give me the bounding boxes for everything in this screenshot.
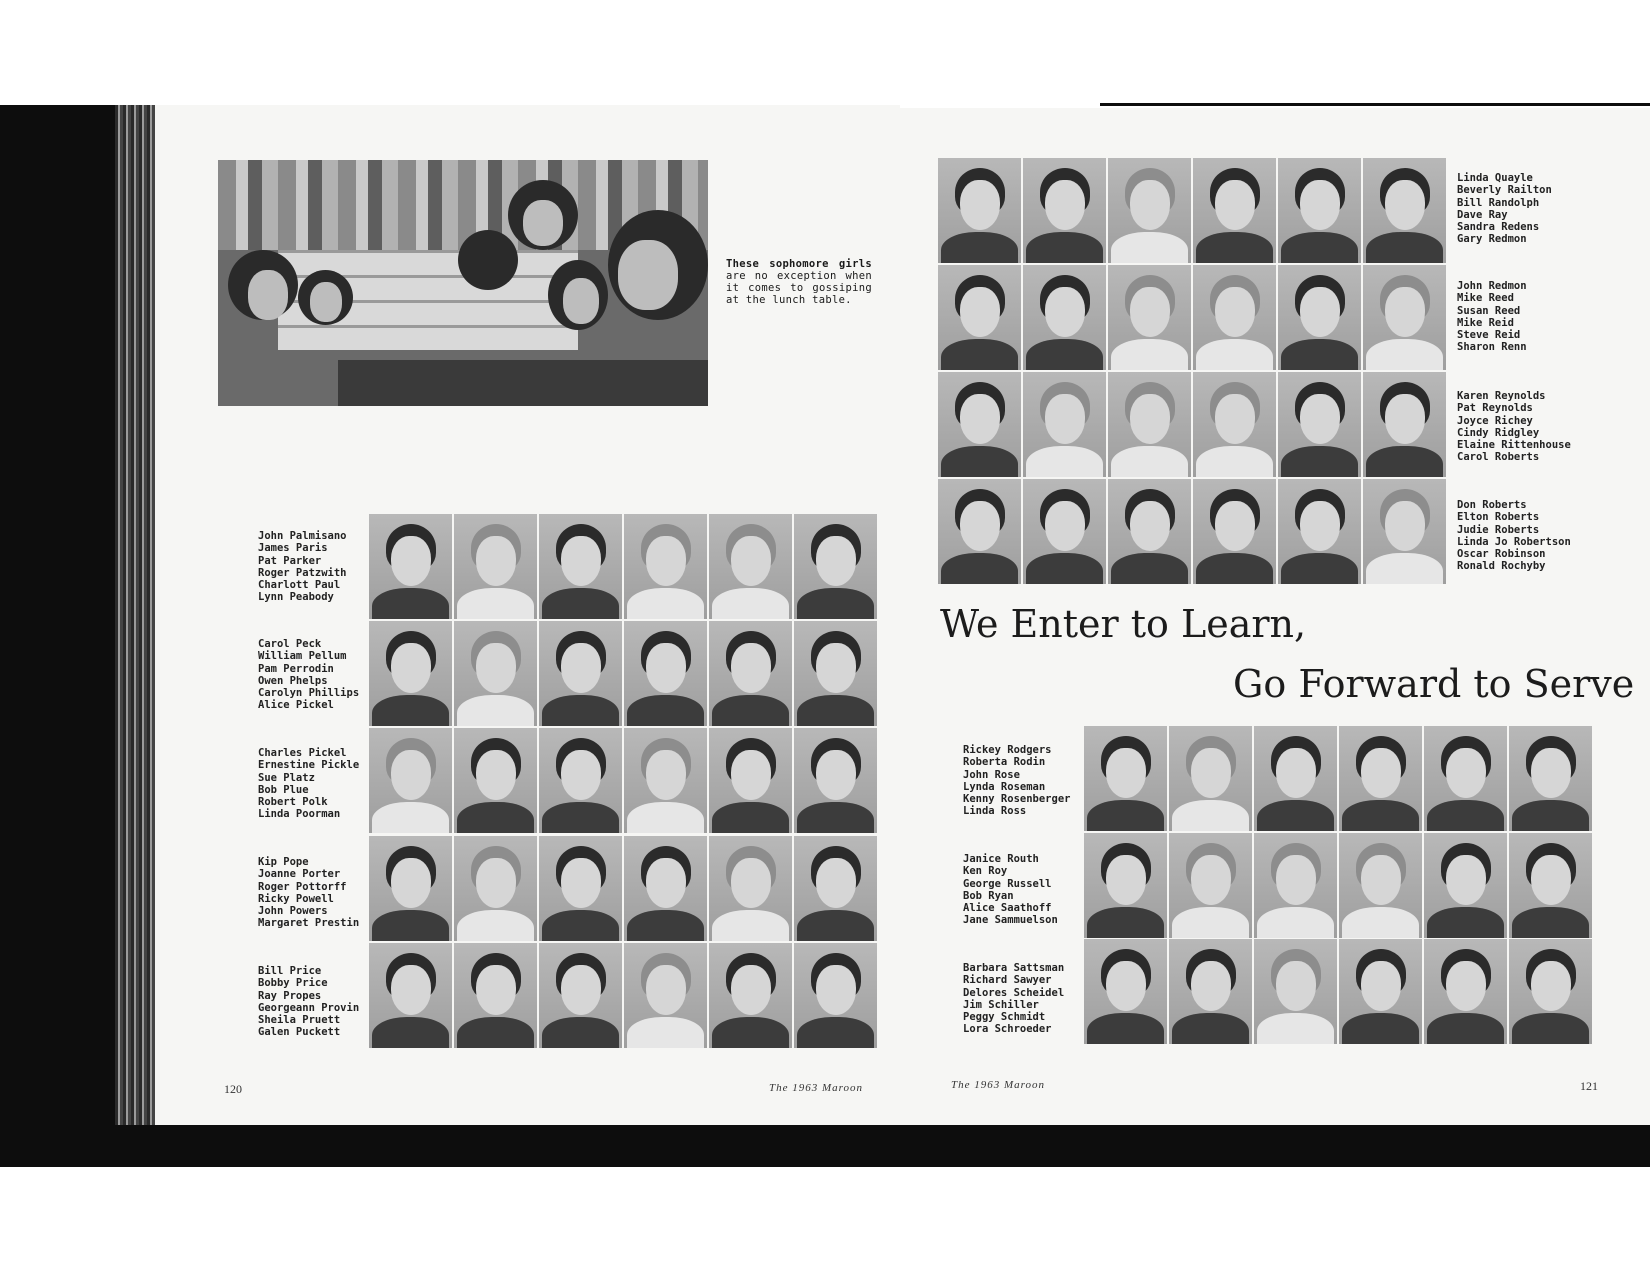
student-name: Sandra Redens [1457,221,1540,234]
student-portrait [539,728,622,833]
student-portrait [1023,265,1106,370]
student-name: Sharon Renn [1457,341,1527,354]
student-portrait [1254,939,1337,1044]
student-name: Ronald Rochyby [1457,560,1546,573]
student-name: Sue Platz [258,771,315,784]
student-name: Sheila Pruett [258,1014,341,1027]
student-name: Susan Reed [1457,304,1521,317]
student-portrait [454,836,537,941]
student-name: Jim Schiller [963,998,1039,1011]
photo-caption [726,258,872,306]
student-name: Bob Ryan [963,889,1014,902]
student-portrait [1424,939,1507,1044]
student-name: Georgeann Provin [258,1001,360,1014]
student-name: Elaine Rittenhouse [1457,439,1571,452]
student-portrait [624,514,707,619]
student-portrait [369,728,452,833]
student-name: John Rose [963,768,1020,781]
page-number-right: 121 [1580,1079,1598,1093]
scanner-left-edge [0,105,115,1167]
portrait-row-right-6 [1084,833,1592,938]
student-name: Lynda Roseman [963,780,1046,793]
student-name: Linda Ross [963,805,1027,818]
portrait-row-right-3 [938,372,1446,477]
student-portrait [709,514,792,619]
student-portrait [1023,479,1106,584]
caption-lead: These sophomore girls [726,258,872,270]
student-portrait [1084,833,1167,938]
name-list-left-5 [258,965,359,1039]
student-portrait [369,836,452,941]
portrait-row-right-2 [938,265,1446,370]
name-list-left-1 [258,530,347,604]
student-name: William Pellum [258,650,347,663]
student-name: Mike Reid [1457,316,1514,329]
student-name: Ray Propes [258,989,322,1002]
student-name: Delores Scheidel [963,986,1065,999]
student-name: Joanne Porter [258,868,341,881]
student-name: Pat Parker [258,554,322,567]
student-name: Carol Peck [258,638,322,650]
student-name: Linda Poorman [258,808,341,821]
student-portrait [1023,158,1106,263]
student-portrait [454,728,537,833]
student-portrait [454,943,537,1048]
student-name: Don Roberts [1457,499,1527,511]
name-list-right-7 [963,962,1064,1036]
student-name: George Russell [963,877,1052,890]
student-portrait [709,943,792,1048]
name-list-left-4 [258,856,359,930]
student-portrait [1339,726,1422,831]
name-list-left-3 [258,747,359,821]
student-portrait [1108,265,1191,370]
student-portrait [539,621,622,726]
student-portrait [794,514,877,619]
portrait-row-left-4 [369,836,877,941]
student-portrait [624,943,707,1048]
student-name: Barbara Sattsman [963,962,1065,974]
student-portrait [1254,833,1337,938]
student-name: Carolyn Phillips [258,687,360,700]
student-portrait [1509,939,1592,1044]
student-name: Ken Roy [963,865,1008,878]
student-portrait [1254,726,1337,831]
student-name: Roger Pottorff [258,880,347,893]
student-name: Alice Saathoff [963,902,1052,915]
name-list-right-5 [963,744,1070,818]
student-name: Rickey Rodgers [963,744,1052,756]
name-list-right-4 [1457,499,1571,573]
student-portrait [1278,158,1361,263]
student-name: Judie Roberts [1457,523,1540,536]
student-name: Joyce Richey [1457,414,1533,427]
portrait-row-left-1 [369,514,877,619]
student-name: Gary Redmon [1457,233,1527,246]
student-name: Steve Reid [1457,329,1521,342]
student-name: Beverly Railton [1457,184,1552,197]
portrait-row-left-2 [369,621,877,726]
student-name: Bill Randolph [1457,196,1540,209]
student-name: Ricky Powell [258,892,334,905]
portrait-row-left-3 [369,728,877,833]
student-name: Galen Puckett [258,1026,341,1039]
scanner-bottom-edge [0,1125,1650,1167]
student-portrait [1193,265,1276,370]
student-name: Margaret Prestin [258,917,360,930]
student-portrait [1363,479,1446,584]
student-portrait [369,943,452,1048]
student-portrait [1108,158,1191,263]
student-name: Alice Pickel [258,699,334,712]
student-portrait [938,372,1021,477]
student-portrait [539,836,622,941]
student-name: Peggy Schmidt [963,1011,1046,1024]
student-portrait [794,836,877,941]
portrait-row-right-4 [938,479,1446,584]
student-name: Kenny Rosenberger [963,793,1071,806]
student-portrait [1424,833,1507,938]
student-name: John Powers [258,905,328,918]
student-name: Elton Roberts [1457,511,1540,524]
name-list-right-6 [963,853,1058,927]
student-name: Cindy Ridgley [1457,426,1540,439]
name-list-right-3 [1457,390,1571,464]
student-portrait [938,479,1021,584]
student-portrait [369,621,452,726]
student-portrait [794,621,877,726]
student-name: Linda Quayle [1457,172,1533,184]
student-portrait [794,728,877,833]
headline-line-2: Go Forward to Serve [1233,662,1635,706]
student-name: Bobby Price [258,977,328,990]
student-name: Pam Perrodin [258,662,334,675]
student-portrait [1108,372,1191,477]
portrait-row-right-1 [938,158,1446,263]
student-portrait [938,158,1021,263]
student-name: Oscar Robinson [1457,548,1546,561]
name-list-left-2 [258,638,359,712]
student-portrait [1339,833,1422,938]
student-name: Dave Ray [1457,208,1508,221]
footer-title-left: The 1963 Maroon [769,1082,864,1094]
student-portrait [624,621,707,726]
student-portrait [624,836,707,941]
student-name: Mike Reed [1457,292,1514,305]
student-portrait [1084,726,1167,831]
student-portrait [1363,158,1446,263]
student-portrait [1363,372,1446,477]
student-portrait [1169,726,1252,831]
student-name: Lynn Peabody [258,591,334,604]
student-portrait [1509,833,1592,938]
student-portrait [454,621,537,726]
student-name: Roberta Rodin [963,756,1046,769]
student-portrait [1278,372,1361,477]
student-name: Richard Sawyer [963,974,1052,987]
student-portrait [539,943,622,1048]
student-portrait [1339,939,1422,1044]
student-portrait [1193,158,1276,263]
footer-title-right: The 1963 Maroon [951,1079,1046,1091]
student-portrait [624,728,707,833]
name-list-right-1 [1457,172,1552,246]
student-name: Charlott Paul [258,579,341,592]
student-name: John Palmisano [258,530,347,542]
student-portrait [1023,372,1106,477]
student-name: Linda Jo Robertson [1457,535,1571,548]
portrait-row-left-5 [369,943,877,1048]
student-name: Jane Sammuelson [963,914,1058,927]
student-portrait [1169,833,1252,938]
student-name: Pat Reynolds [1457,402,1533,415]
student-name: James Paris [258,542,328,555]
student-name: Carol Roberts [1457,451,1540,464]
student-portrait [1278,479,1361,584]
student-name: Kip Pope [258,856,309,868]
name-list-right-2 [1457,280,1527,354]
student-portrait [1509,726,1592,831]
student-portrait [1424,726,1507,831]
lunch-table-photo [218,160,708,406]
student-portrait [369,514,452,619]
book-edge [115,105,155,1125]
student-portrait [1193,372,1276,477]
portrait-row-right-7 [1084,939,1592,1044]
student-portrait [1278,265,1361,370]
student-portrait [709,836,792,941]
student-name: Bob Plue [258,783,309,796]
student-name: John Redmon [1457,280,1527,292]
student-portrait [709,621,792,726]
student-name: Ernestine Pickle [258,759,360,772]
student-portrait [1169,939,1252,1044]
portrait-row-right-5 [1084,726,1592,831]
student-name: Roger Patzwith [258,566,347,579]
student-portrait [1193,479,1276,584]
caption-text: are no exception when it comes to gossiping at the lunch table. [726,270,872,306]
student-name: Karen Reynolds [1457,390,1546,402]
student-portrait [938,265,1021,370]
student-name: Charles Pickel [258,747,347,759]
headline-line-1: We Enter to Learn, [940,602,1307,646]
page-number-left: 120 [224,1082,242,1096]
student-portrait [1108,479,1191,584]
right-page-top-edge [1100,103,1650,106]
student-portrait [539,514,622,619]
student-portrait [454,514,537,619]
student-portrait [1084,939,1167,1044]
student-portrait [794,943,877,1048]
student-name: Bill Price [258,965,322,977]
student-name: Robert Polk [258,796,328,809]
student-name: Lora Schroeder [963,1023,1052,1036]
student-portrait [1363,265,1446,370]
student-name: Janice Routh [963,853,1039,865]
student-name: Owen Phelps [258,674,328,687]
student-portrait [709,728,792,833]
